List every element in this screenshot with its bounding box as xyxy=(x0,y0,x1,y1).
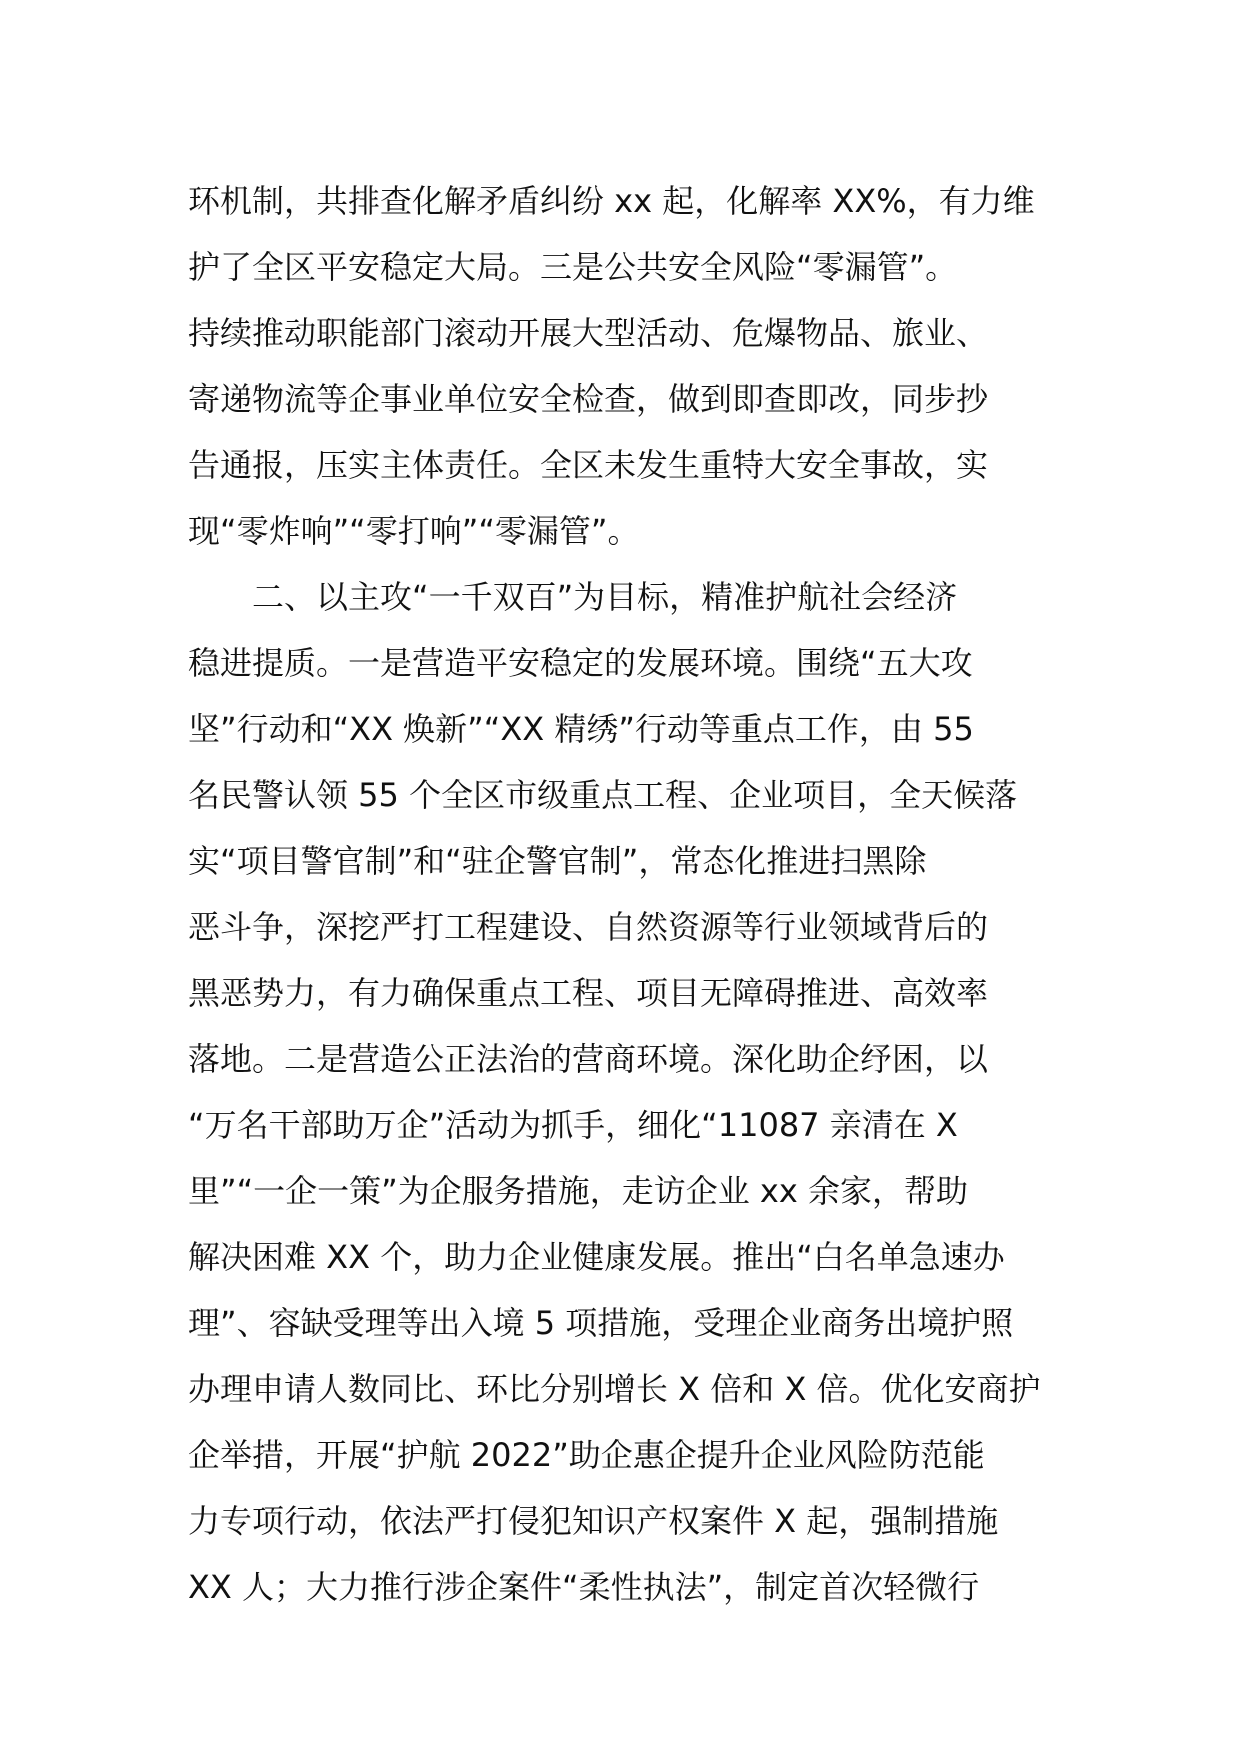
text-line: 寄递物流等企事业单位安全检查，做到即查即改，同步抄 xyxy=(188,380,989,418)
text-line: 名民警认领 55 个全区市级重点工程、企业项目，全天候落 xyxy=(188,776,1018,814)
text-line: XX 人；大力推行涉企案件“柔性执法”，制定首次轻微行 xyxy=(188,1568,980,1606)
text-line: 持续推动职能部门滚动开展大型活动、危爆物品、旅业、 xyxy=(188,314,989,352)
text-line: 解决困难 XX 个，助力企业健康发展。推出“白名单急速办 xyxy=(188,1238,1005,1276)
text-line: 护了全区平安稳定大局。三是公共安全风险“零漏管”。 xyxy=(188,248,958,286)
text-line: 理”、容缺受理等出入境 5 项措施，受理企业商务出境护照 xyxy=(188,1304,1014,1342)
text-line: 里”“一企一策”为企服务措施，走访企业 xx 余家，帮助 xyxy=(188,1172,968,1210)
text-line: 实“项目警官制”和“驻企警官制”，常态化推进扫黑除 xyxy=(188,842,927,880)
document-body-text xyxy=(188,168,1056,1620)
text-line: 现“零炸响”“零打响”“零漏管”。 xyxy=(188,512,640,550)
text-line: “万名干部助万企”活动为抓手，细化“11087 亲清在 X xyxy=(188,1106,958,1144)
text-line: 坚”行动和“XX 焕新”“XX 精绣”行动等重点工作，由 55 xyxy=(188,710,974,748)
text-line: 环机制，共排查化解矛盾纠纷 xx 起，化解率 XX%，有力维 xyxy=(188,182,1035,220)
text-line: 企举措，开展“护航 2022”助企惠企提升企业风险防范能 xyxy=(188,1436,985,1474)
text-line: 恶斗争，深挖严打工程建设、自然资源等行业领域背后的 xyxy=(188,908,989,946)
text-line: 力专项行动，依法严打侵犯知识产权案件 X 起，强制措施 xyxy=(188,1502,999,1540)
text-line: 告通报，压实主体责任。全区未发生重特大安全事故，实 xyxy=(188,446,989,484)
text-line: 黑恶势力，有力确保重点工程、项目无障碍推进、高效率 xyxy=(188,974,989,1012)
text-line: 落地。二是营造公正法治的营商环境。深化助企纾困，以 xyxy=(188,1040,989,1078)
text-line: 办理申请人数同比、环比分别增长 X 倍和 X 倍。优化安商护 xyxy=(188,1370,1041,1408)
section-heading-line: 二、以主攻“一千双百”为目标，精准护航社会经济 xyxy=(188,578,958,616)
text-line: 稳进提质。一是营造平安稳定的发展环境。围绕“五大攻 xyxy=(188,644,973,682)
